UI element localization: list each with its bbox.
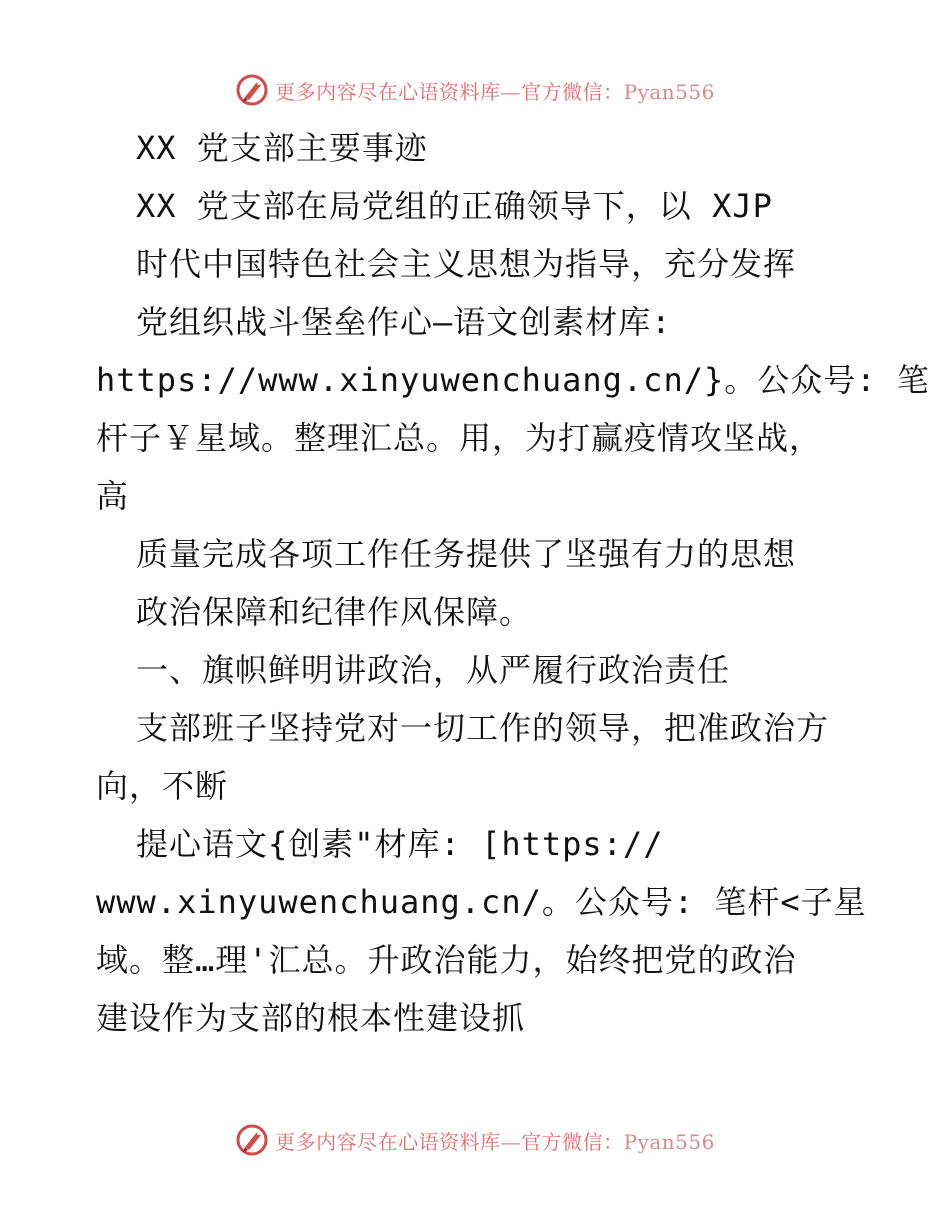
doc-line-3: 党组织战斗堡垒作心—语文创素材库: [136,303,672,341]
header-banner-sep: — [500,79,522,104]
footer-banner [0,1120,950,1160]
doc-line-5: 杆子￥星域。整理汇总。用，为打赢疫情攻坚战， [96,419,823,457]
doc-line-15: 建设作为支部的根本性建设抓 [96,999,526,1037]
doc-line-13: www.xinyuwenchuang.cn/。公众号: 笔杆<子星 [96,883,867,921]
footer-banner-inner [235,1123,715,1157]
section-heading-1: 一、旗帜鲜明讲政治，从严履行政治责任 [136,651,731,689]
doc-line-8: 政治保障和纪律作风保障。 [136,593,533,631]
header-banner-main: 更多内容尽在心语资料库 [275,79,501,104]
doc-line-10: 支部班子坚持党对一切工作的领导，把准政治方 [136,709,830,747]
header-banner-text [275,76,715,105]
footer-banner-sep: — [500,1129,522,1154]
doc-line-1: XX 党支部在局党组的正确领导下，以 XJP [136,187,773,225]
footer-banner-wechat: 官方微信： [521,1129,624,1154]
doc-line-7: 质量完成各项工作任务提供了坚强有力的思想 [136,535,797,573]
pen-logo-icon [235,73,269,107]
pen-logo-icon [235,1123,269,1157]
doc-line-11: 向，不断 [96,767,229,805]
footer-banner-text [275,1126,715,1155]
header-banner-inner [235,73,715,107]
doc-title: XX 党支部主要事迹 [136,129,428,167]
doc-line-14: 域。整…理'汇总。升政治能力，始终把党的政治 [96,941,797,979]
doc-line-4: https://www.xinyuwenchuang.cn/}。公众号: 笔 [96,361,930,399]
doc-line-12: 提心语文{创素"材库: [https:// [136,825,664,863]
header-banner [0,70,950,110]
footer-banner-id: Pyan556 [623,1129,715,1154]
doc-line-2: 时代中国特色社会主义思想为指导，充分发挥 [136,245,797,283]
doc-line-6: 高 [96,477,130,515]
header-banner-wechat: 官方微信： [521,79,624,104]
header-banner-id: Pyan556 [623,79,715,104]
footer-banner-main: 更多内容尽在心语资料库 [275,1129,501,1154]
